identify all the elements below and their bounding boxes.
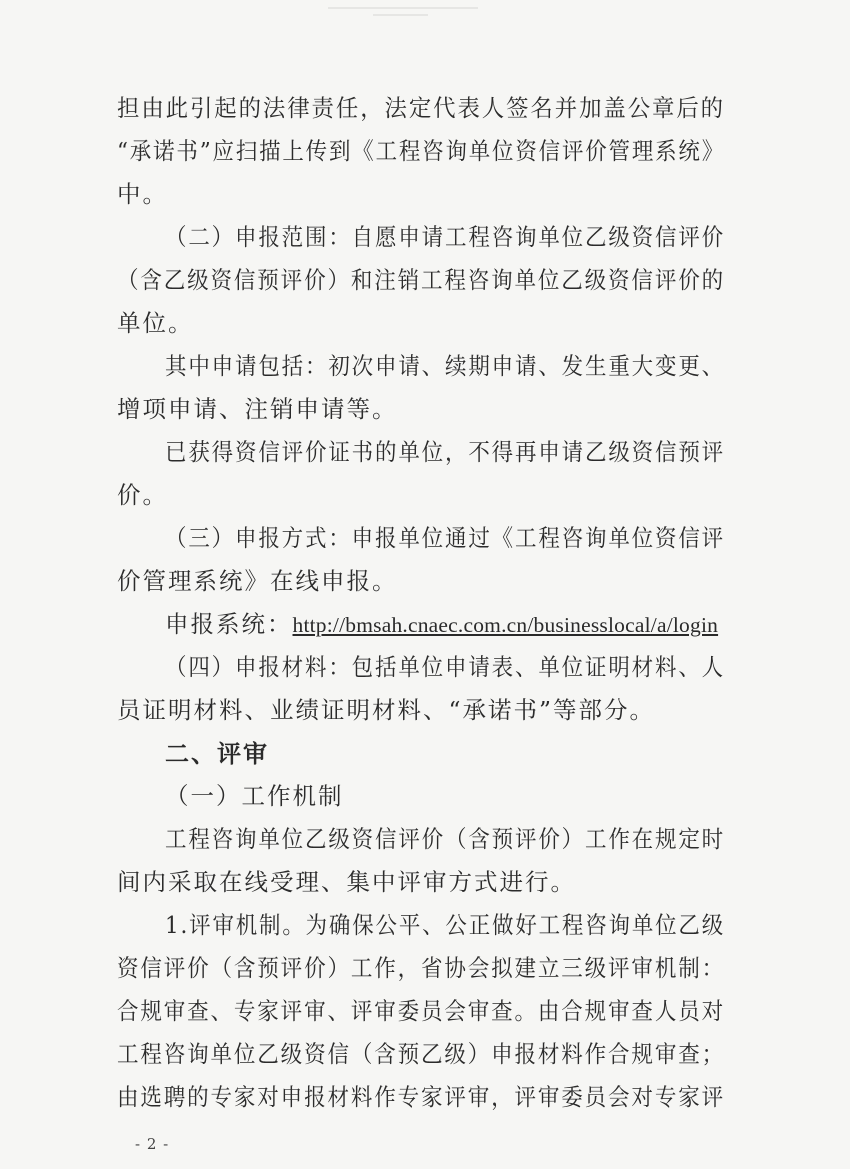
body-line: 工程咨询单位乙级资信（含预乙级）申报材料作合规审查；	[117, 1040, 725, 1068]
body-line: （三）申报方式：申报单位通过《工程咨询单位资信评	[165, 524, 725, 552]
system-url-link[interactable]: http://bmsah.cnaec.com.cn/businesslocal/a/login	[292, 613, 719, 637]
body-line: 其中申请包括：初次申请、续期申请、发生重大变更、	[165, 352, 725, 380]
scan-artifact	[318, 0, 488, 22]
page-number: - 2 -	[135, 1135, 170, 1153]
body-line: （二）申报范围：自愿申请工程咨询单位乙级资信评价	[165, 223, 725, 251]
body-line: 员证明材料、业绩证明材料、“承诺书”等部分。	[117, 696, 656, 724]
body-line: “承诺书”应扫描上传到《工程咨询单位资信评价管理系统》	[117, 137, 726, 165]
body-line: 间内采取在线受理、集中评审方式进行。	[117, 868, 576, 896]
body-line: 工程咨询单位乙级资信评价（含预评价）工作在规定时	[165, 825, 725, 853]
body-line: 由选聘的专家对申报材料作专家评审，评审委员会对专家评	[117, 1083, 725, 1111]
section-heading: 二、评审	[165, 740, 269, 768]
body-line: 资信评价（含预评价）工作，省协会拟建立三级评审机制：	[117, 954, 725, 982]
body-line: （一）工作机制	[165, 782, 344, 810]
body-line: （含乙级资信预评价）和注销工程咨询单位乙级资信评价的	[117, 266, 725, 294]
body-line: 增项申请、注销申请等。	[117, 395, 398, 423]
system-label: 申报系统：	[165, 610, 293, 638]
body-line: 中。	[117, 180, 168, 208]
body-line: 价。	[117, 481, 168, 509]
body-line: 1.评审机制。为确保公平、公正做好工程咨询单位乙级	[165, 911, 726, 939]
system-line	[165, 610, 719, 638]
body-line: 已获得资信评价证书的单位，不得再申请乙级资信预评	[165, 438, 725, 466]
body-line: 担由此引起的法律责任，法定代表人签名并加盖公章后的	[117, 94, 725, 122]
body-line: （四）申报材料：包括单位申请表、单位证明材料、人	[165, 653, 725, 681]
body-line: 合规审查、专家评审、评审委员会审查。由合规审查人员对	[117, 997, 725, 1025]
body-line: 单位。	[117, 309, 194, 337]
body-line: 价管理系统》在线申报。	[117, 567, 398, 595]
